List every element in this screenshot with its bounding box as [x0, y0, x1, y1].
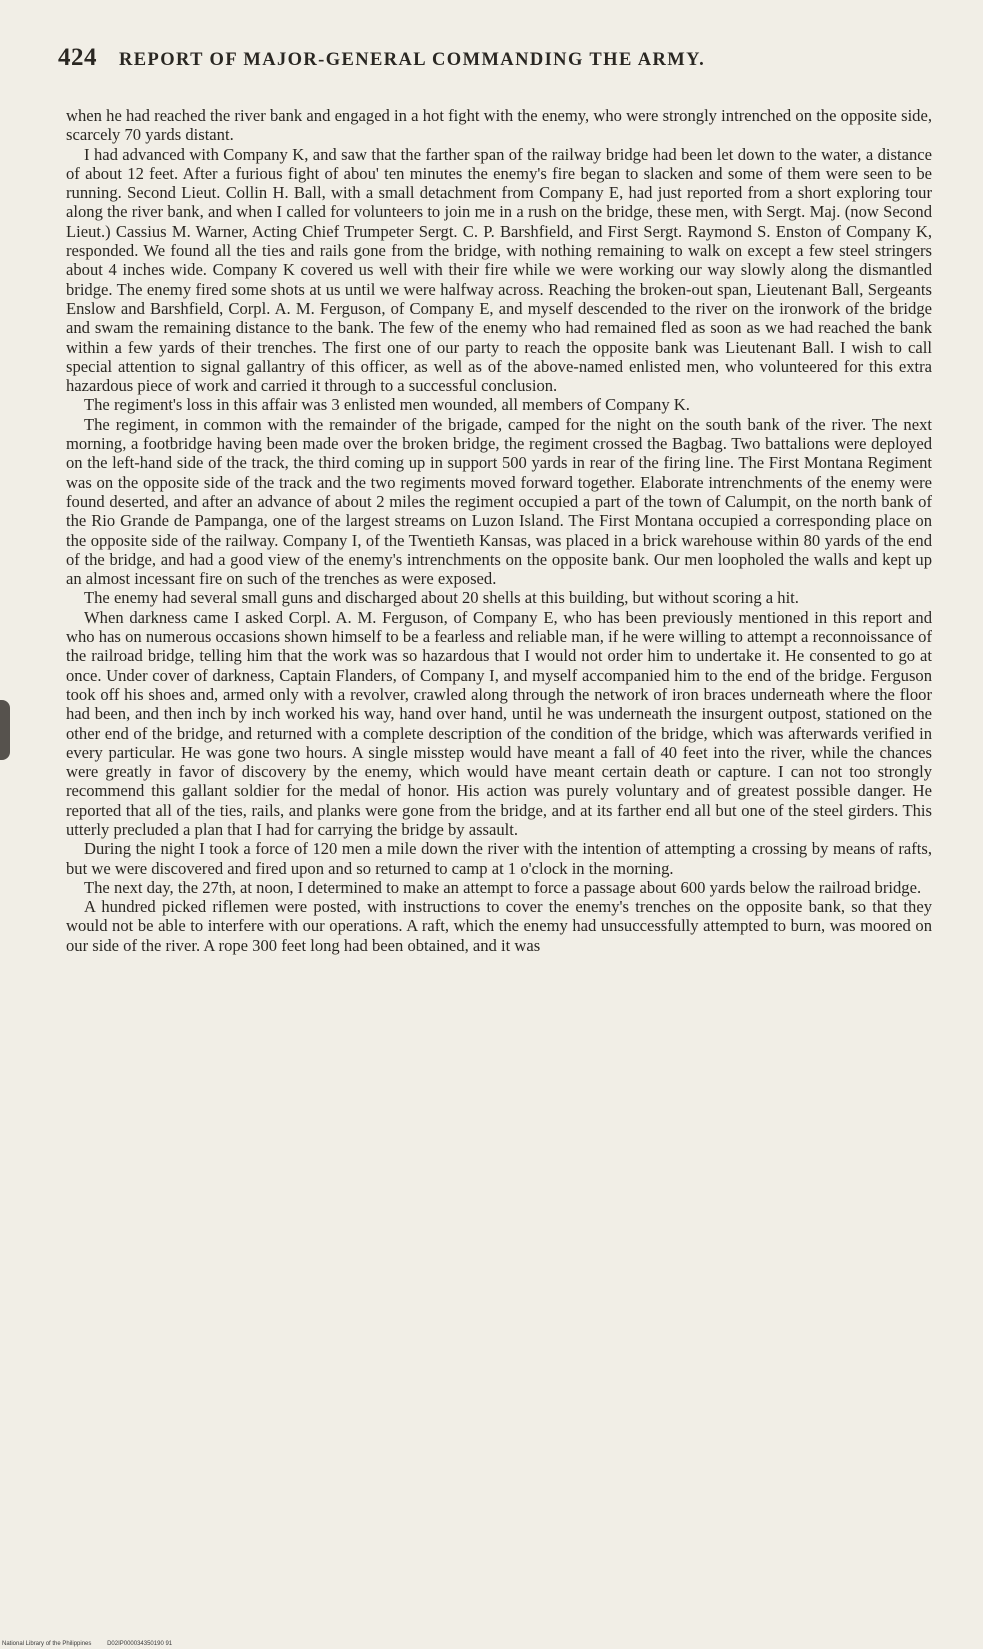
paragraph: A hundred picked riflemen were posted, with instructions to cover the enemy's trenches on the opposite bank, so that they would not be able to interfere with our operations. A raft, which the enemy had unsuccessfully attempted to burn, was moored on our side of the river. A rope 300 feet long had been obtained, and it was [66, 897, 932, 955]
running-head: REPORT OF MAJOR-GENERAL COMMANDING THE ARMY. [119, 50, 706, 70]
page-header [58, 44, 918, 80]
scan-footer [2, 1641, 186, 1647]
paragraph: when he had reached the river bank and engaged in a hot fight with the enemy, who were strongly intrenched on the opposite side, scarcely 70 yards distant. [66, 106, 932, 145]
body-text [66, 106, 932, 1636]
page-number: 424 [58, 44, 97, 71]
paragraph: When darkness came I asked Corpl. A. M. Ferguson, of Company E, who has been previously mentioned in this report and who has on numerous occasions shown himself to be a fearless and reliable man, if he were willing to attempt a reconnoissance of the railroad bridge, telling him that the work was so hazardous that I would not order him to undertake it. He consented to go at once. Under cover of darkness, Captain Flanders, of Company I, and myself accompanied him to the end of the bridge. Ferguson took off his shoes and, armed only with a revolver, crawled along through the network of iron braces underneath where the floor had been, and then inch by inch worked his way, hand over hand, until he was underneath the insurgent outpost, stationed on the other end of the bridge, and returned with a complete description of the condition of the bridge, which was afterwards verified in every particular. He was gone two hours. A single misstep would have meant a fall of 40 feet into the river, while the chances were greatly in favor of discovery by the enemy, which would have meant certain death or capture. I can not too strongly recommend this gallant soldier for the medal of honor. His action was purely voluntary and of greatest possible danger. He reported that all of the ties, rails, and planks were gone from the bridge, and at its farther end all but one of the steel girders. This utterly precluded a plan that I had for carrying the bridge by assault. [66, 607, 932, 839]
binding-shadow [0, 700, 10, 760]
paragraph: During the night I took a force of 120 men a mile down the river with the intention of attempting a crossing by means of rafts, but we were discovered and fired upon and so returned to camp at 1 o'clock in the morning. [66, 839, 932, 878]
paragraph: The enemy had several small guns and discharged about 20 shells at this building, but without scoring a hit. [84, 588, 799, 608]
paragraph: The next day, the 27th, at noon, I determined to make an attempt to force a passage about 600 yards below the railroad bridge. [84, 877, 922, 897]
paragraph: The regiment's loss in this affair was 3 enlisted men wounded, all members of Company K. [84, 395, 690, 415]
paragraph: The regiment, in common with the remainder of the brigade, camped for the night on the south bank of the river. The next morning, a footbridge having been made over the broken bridge, the regiment crossed the Bagbag. Two battalions were deployed on the left-hand side of the track, the third coming up in support 500 yards in rear of the firing line. The First Montana Regiment was on the opposite side of the track and the two regiments moved forward together. Elaborate intrenchments of the enemy were found deserted, and after an advance of about 2 miles the regiment occupied a part of the town of Calumpit, on the north bank of the Rio Grande de Pampanga, one of the largest streams on Luzon Island. The First Montana occupied a corresponding place on the opposite side of the railway. Company I, of the Twentieth Kansas, was placed in a brick warehouse within 80 yards of the end of the bridge, and had a good view of the enemy's intrenchments on the opposite bank. Our men loopholed the walls and kept up an almost incessant fire on such of the trenches as were exposed. [66, 414, 932, 589]
scan-identifier: D02IP000034350190 91 [107, 1641, 173, 1647]
library-name: National Library of the Philippines [2, 1641, 92, 1647]
paragraph: I had advanced with Company K, and saw that the farther span of the railway bridge had been let down to the water, a distance of about 12 feet. After a furious fight of abou' ten minutes the enemy's fire began to slacken and some of them were seen to be running. Second Lieut. Collin H. Ball, with a small detachment from Company E, had just reported from a short exploring tour along the river bank, and when I called for volunteers to join me in a rush on the bridge, these men, with Sergt. Maj. (now Second Lieut.) Cassius M. Warner, Acting Chief Trumpeter Sergt. C. P. Barshfield, and First Sergt. Raymond S. Enston of Company K, responded. We found all the ties and rails gone from the bridge, with nothing remaining to walk on except a few steel stringers about 4 inches wide. Company K covered us well with their fire while we were working our way slowly along the dismantled bridge. The enemy fired some shots at us until we were halfway across. Reaching the broken-out span, Lieutenant Ball, Sergeants Enslow and Barshfield, Corpl. A. M. Ferguson, of Company E, and myself descended to the river on the ironwork of the bridge and swam the remaining distance to the bank. The few of the enemy who had remained fled as soon as we had reached the bank within a few yards of their trenches. The first one of our party to reach the opposite bank was Lieutenant Ball. I wish to call special attention to signal gallantry of this officer, as well as of the above-named enlisted men, who volunteered for this extra hazardous piece of work and carried it through to a successful conclusion. [66, 144, 932, 396]
